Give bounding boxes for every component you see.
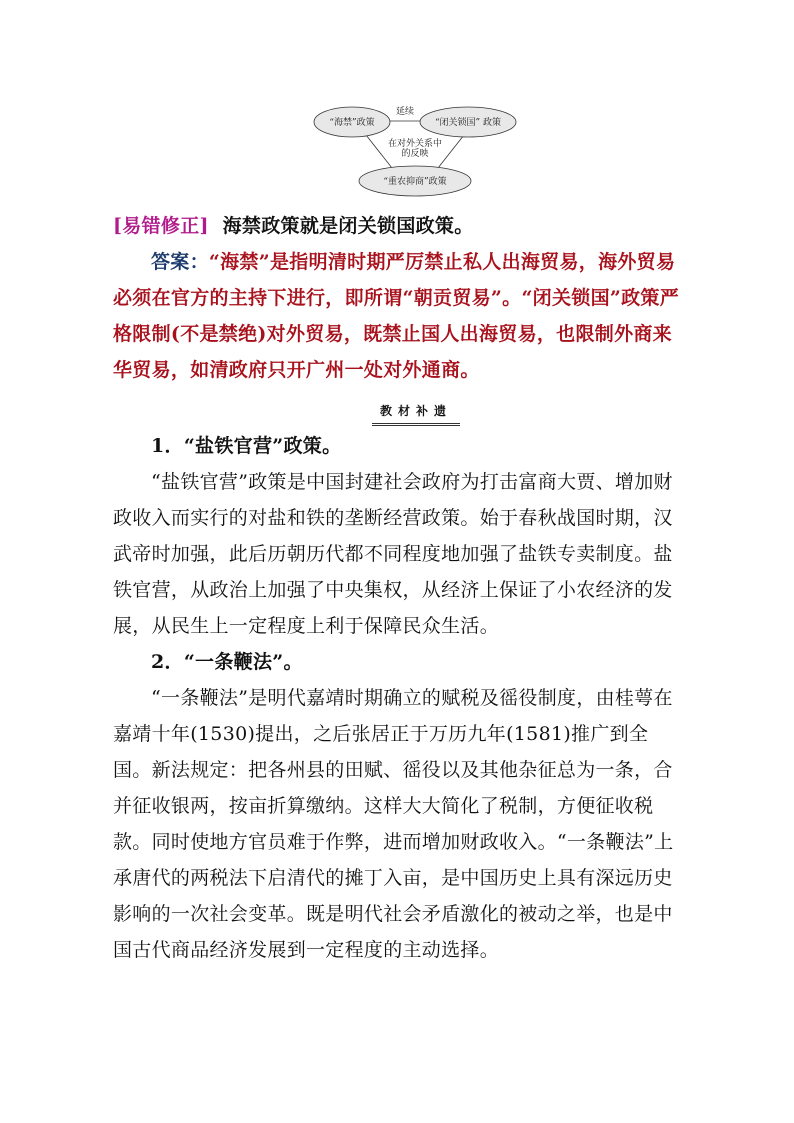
correction-tag: [易错修正] [113,215,209,237]
edge-label-middle-1: 在对外关系中 [387,139,443,149]
policy-relation-diagram [310,102,520,198]
correction-statement: 海禁政策就是闭关锁国政策。 [222,215,474,237]
diagram-svg [310,102,520,198]
edge-label-middle-2: 的反映 [401,149,429,159]
item1-heading: 1．“盐铁官营”政策。 [151,435,342,457]
item1-text: “盐铁官营”政策是中国封建社会政府为打击富商大贾、增加财政收入而实行的对盐和铁的垄断经营政策。始于春秋战国时期，汉武帝时加强，此后历朝历代都不同程度地加强了盐铁专卖制度。盐铁官营，从政治上加强了中央集权，从经济上保证了小农经济的发展，从民生上一定程度上利于保障民众生活。 [113,471,673,637]
answer-paragraph [113,244,683,388]
answer-label: 答案： [151,251,209,273]
section-title: 教材补遗 [372,402,460,426]
edge-label-top: 延续 [395,107,415,117]
node-right-label: “闭关锁国” 政策 [434,118,502,128]
node-bottom-label: “重农抑商”政策 [383,177,447,187]
node-left-label: “海禁”政策 [329,118,375,128]
answer-text: “海禁”是指明清时期严厉禁止私人出海贸易，海外贸易必须在官方的主持下进行，即所谓“朝贡贸易”。“闭关锁国”政策严格限制(不是禁绝)对外贸易，既禁止国人出海贸易，也限制外商来华贸易，如清政府只开广州一处对外通商。 [113,251,680,381]
item2-heading: 2．“一条鞭法”。 [151,651,303,673]
correction-line [113,208,683,244]
item2-text: “一条鞭法”是明代嘉靖时期确立的赋税及徭役制度，由桂萼在嘉靖十年(1530)提出，之后张居正于万历九年(1581)推广到全国。新法规定：把各州县的田赋、徭役以及其他杂征总为一条，合并征收银两，按亩折算缴纳。这样大大简化了税制，方便征收税款。同时使地方官员难于作弊，进而增加财政收入。“一条鞭法”上承唐代的两税法下启清代的摊丁入亩，是中国历史上具有深远历史影响的一次社会变革。既是明代社会矛盾激化的被动之举，也是中国古代商品经济发展到一定程度的主动选择。 [113,687,674,961]
